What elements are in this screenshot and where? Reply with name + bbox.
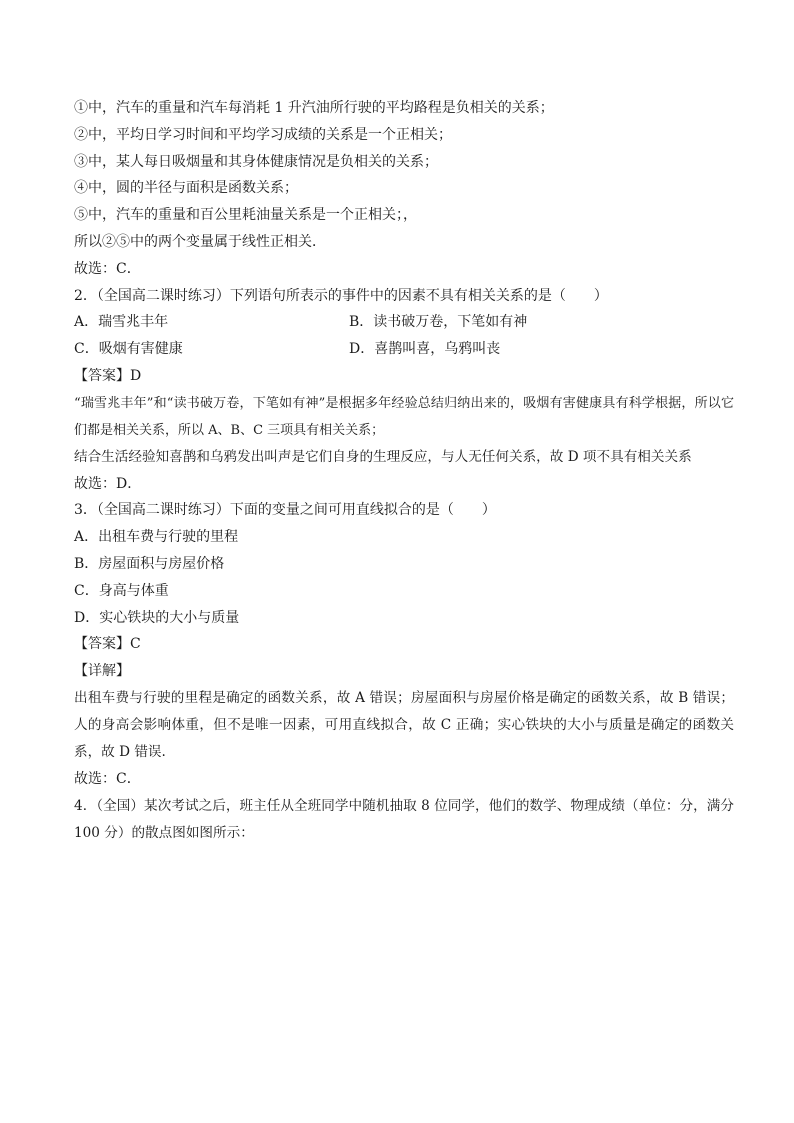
solution-line-3: ③中，某人每日吸烟量和其身体健康情况是负相关的关系； bbox=[74, 153, 438, 170]
option-c: C．吸烟有害健康 bbox=[74, 341, 183, 358]
question-stem: 3．（全国高二课时练习）下面的变量之间可用直线拟合的是（ ） bbox=[74, 502, 496, 519]
option-a: A．出租车费与行驶的里程 bbox=[74, 529, 239, 546]
solution-line-2: ②中，平均日学习时间和平均学习成绩的关系是一个正相关； bbox=[74, 126, 452, 143]
conclusion: 故选：C． bbox=[74, 770, 141, 787]
explanation-paragraph: 出租车费与行驶的里程是确定的函数关系，故 A 错误；房屋面积与房屋价格是确定的函数关系，故 B 错误；人的身高会影响体重，但不是唯一因素，可用直线拟合，故 C 正确；实心铁块的大小与质量是确定的函数关系，故 D 错误. bbox=[74, 689, 734, 760]
option-b: B．读书破万卷，下笔如有神 bbox=[349, 314, 528, 331]
explanation-paragraph: 结合生活经验知喜鹊和乌鸦发出叫声是它们自身的生理反应，与人无任何关系，故 D 项不具有相关关系 bbox=[74, 448, 692, 465]
options-row bbox=[74, 336, 734, 363]
solution-line-4: ④中，圆的半径与面积是函数关系； bbox=[74, 180, 298, 197]
solution-conclusion: 故选：C． bbox=[74, 260, 141, 277]
question-stem: 2．（全国高二课时练习）下列语句所表示的事件中的因素不具有相关关系的是（ ） bbox=[74, 287, 608, 304]
answer-label: 【答案】D bbox=[74, 367, 142, 384]
previous-solution bbox=[74, 95, 734, 283]
solution-line-5: ⑤中，汽车的重量和百公里耗油量关系是一个正相关；， bbox=[74, 207, 417, 224]
option-d: D．喜鹊叫喜，乌鸦叫丧 bbox=[349, 341, 501, 358]
options-row bbox=[74, 309, 734, 336]
question-3 bbox=[74, 497, 734, 792]
question-stem: 4．（全国）某次考试之后，班主任从全班同学中随机抽取 8 位同学，他们的数学、物理成绩（单位：分，满分 100 分）的散点图如图所示： bbox=[74, 797, 734, 841]
option-c: C．身高与体重 bbox=[74, 582, 169, 599]
conclusion: 故选：D． bbox=[74, 475, 142, 492]
option-b: B．房屋面积与房屋价格 bbox=[74, 555, 225, 572]
question-4 bbox=[74, 793, 734, 847]
option-d: D．实心铁块的大小与质量 bbox=[74, 609, 240, 626]
solution-line-1: ①中，汽车的重量和汽车每消耗 1 升汽油所行驶的平均路程是负相关的关系； bbox=[74, 100, 554, 116]
detail-label: 【详解】 bbox=[74, 663, 130, 680]
answer-label: 【答案】C bbox=[74, 636, 141, 653]
document-body bbox=[74, 95, 734, 847]
question-2 bbox=[74, 283, 734, 498]
solution-line-6: 所以②⑤中的两个变量属于线性正相关． bbox=[74, 233, 326, 250]
explanation-paragraph: “瑞雪兆丰年”和“读书破万卷，下笔如有神”是根据多年经验总结归纳出来的，吸烟有害健康具有科学根据，所以它们都是相关关系，所以 A、B、C 三项具有相关关系； bbox=[74, 395, 734, 438]
option-a: A．瑞雪兆丰年 bbox=[74, 314, 169, 331]
